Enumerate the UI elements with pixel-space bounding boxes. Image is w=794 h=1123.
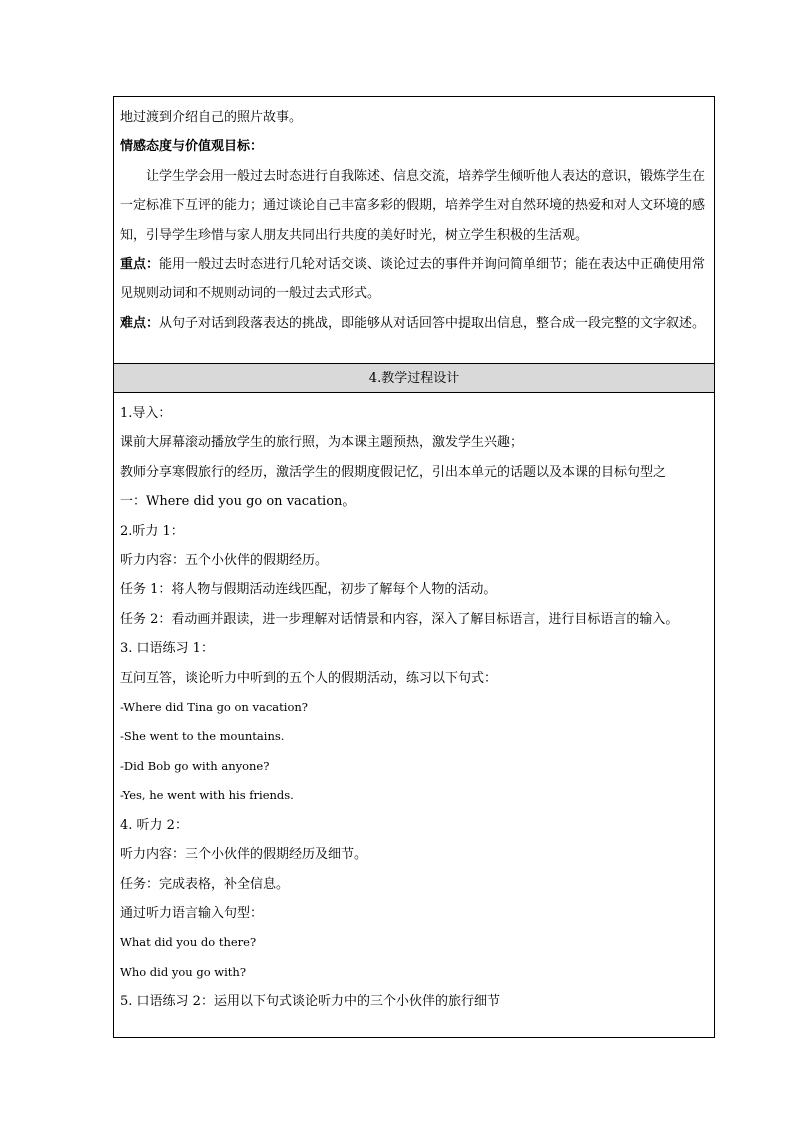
oral1-sentence-4: -Yes, he went with his friends. [120,788,294,803]
oral1-sentence-1: -Where did Tina go on vacation? [120,700,308,715]
listen1-title: 2.听力 1： [120,523,184,539]
oral1-sentence-3: -Did Bob go with anyone? [120,758,270,773]
key-label: 重点： [120,257,160,273]
oral1-desc: 互问互答，谈论听力中听到的五个人的假期活动，练习以下句式： [120,670,498,686]
listen2-task: 任务：完成表格，补全信息。 [120,876,290,892]
lesson-plan-table [113,96,715,1038]
listen1-task2: 任务 2：看动画并跟读，进一步理解对话情景和内容，深入了解目标语言，进行目标语言的输入。 [120,611,679,627]
key-body: 能用一般过去时态进行几轮对话交谈、谈论过去的事件并询问简单细节；能在表达中正确使用常见规则动词和不规则动词的一般过去式形式。 [120,257,706,302]
intro-line-3: 一：Where did you go on vacation。 [120,494,356,510]
affective-body: 让学生学会用一般过去时态进行自我陈述、信息交流，培养学生倾听他人表达的意识，锻炼学生在一定标准下互评的能力；通过谈论自己丰富多彩的假期，培养学生对自然环境的热爱和对人文环境的感知，引导学生珍惜与家人朋友共同出行共度的美好时光，树立学生积极的生活观。 [120,168,706,243]
listen2-title: 4. 听力 2： [120,817,188,833]
key-point [120,250,708,309]
objectives-cell [114,97,714,363]
process-cell [114,393,714,1037]
difficulty-body: 从句子对话到段落表达的挑战，即能够从对话回答中提取出信息，整合成一段完整的文字叙述。 [159,315,706,331]
listen2-content: 听力内容：三个小伙伴的假期经历及细节。 [120,847,368,863]
listen2-input: 通过听力语言输入句型： [120,905,264,921]
listen1-content: 听力内容：五个小伙伴的假期经历。 [120,553,329,569]
intro-line-1: 课前大屏幕滚动播放学生的旅行照，为本课主题预热，激发学生兴趣； [120,435,524,451]
listen2-question-2: Who did you go with? [120,964,247,979]
listen2-question-1: What did you do there? [120,935,257,950]
oral2-title: 5. 口语练习 2：运用以下句式谈论听力中的三个小伙伴的旅行细节 [120,994,500,1010]
listen1-task1: 任务 1：将人物与假期活动连线匹配，初步了解每个人物的活动。 [120,582,497,598]
section-header: 4.教学过程设计 [114,363,714,393]
intro-line-2: 教师分享寒假旅行的经历，激活学生的假期度假记忆，引出本单元的话题以及本课的目标句型之 [120,464,667,480]
affective-heading: 情感态度与价值观目标： [120,139,264,155]
oral1-title: 3. 口语练习 1： [120,641,214,657]
difficulty-point [120,309,708,338]
oral1-sentence-2: -She went to the mountains. [120,729,285,744]
intro-title: 1.导入： [120,406,172,421]
difficulty-label: 难点： [120,315,160,331]
transition-line: 地过渡到介绍自己的照片故事。 [120,110,303,125]
